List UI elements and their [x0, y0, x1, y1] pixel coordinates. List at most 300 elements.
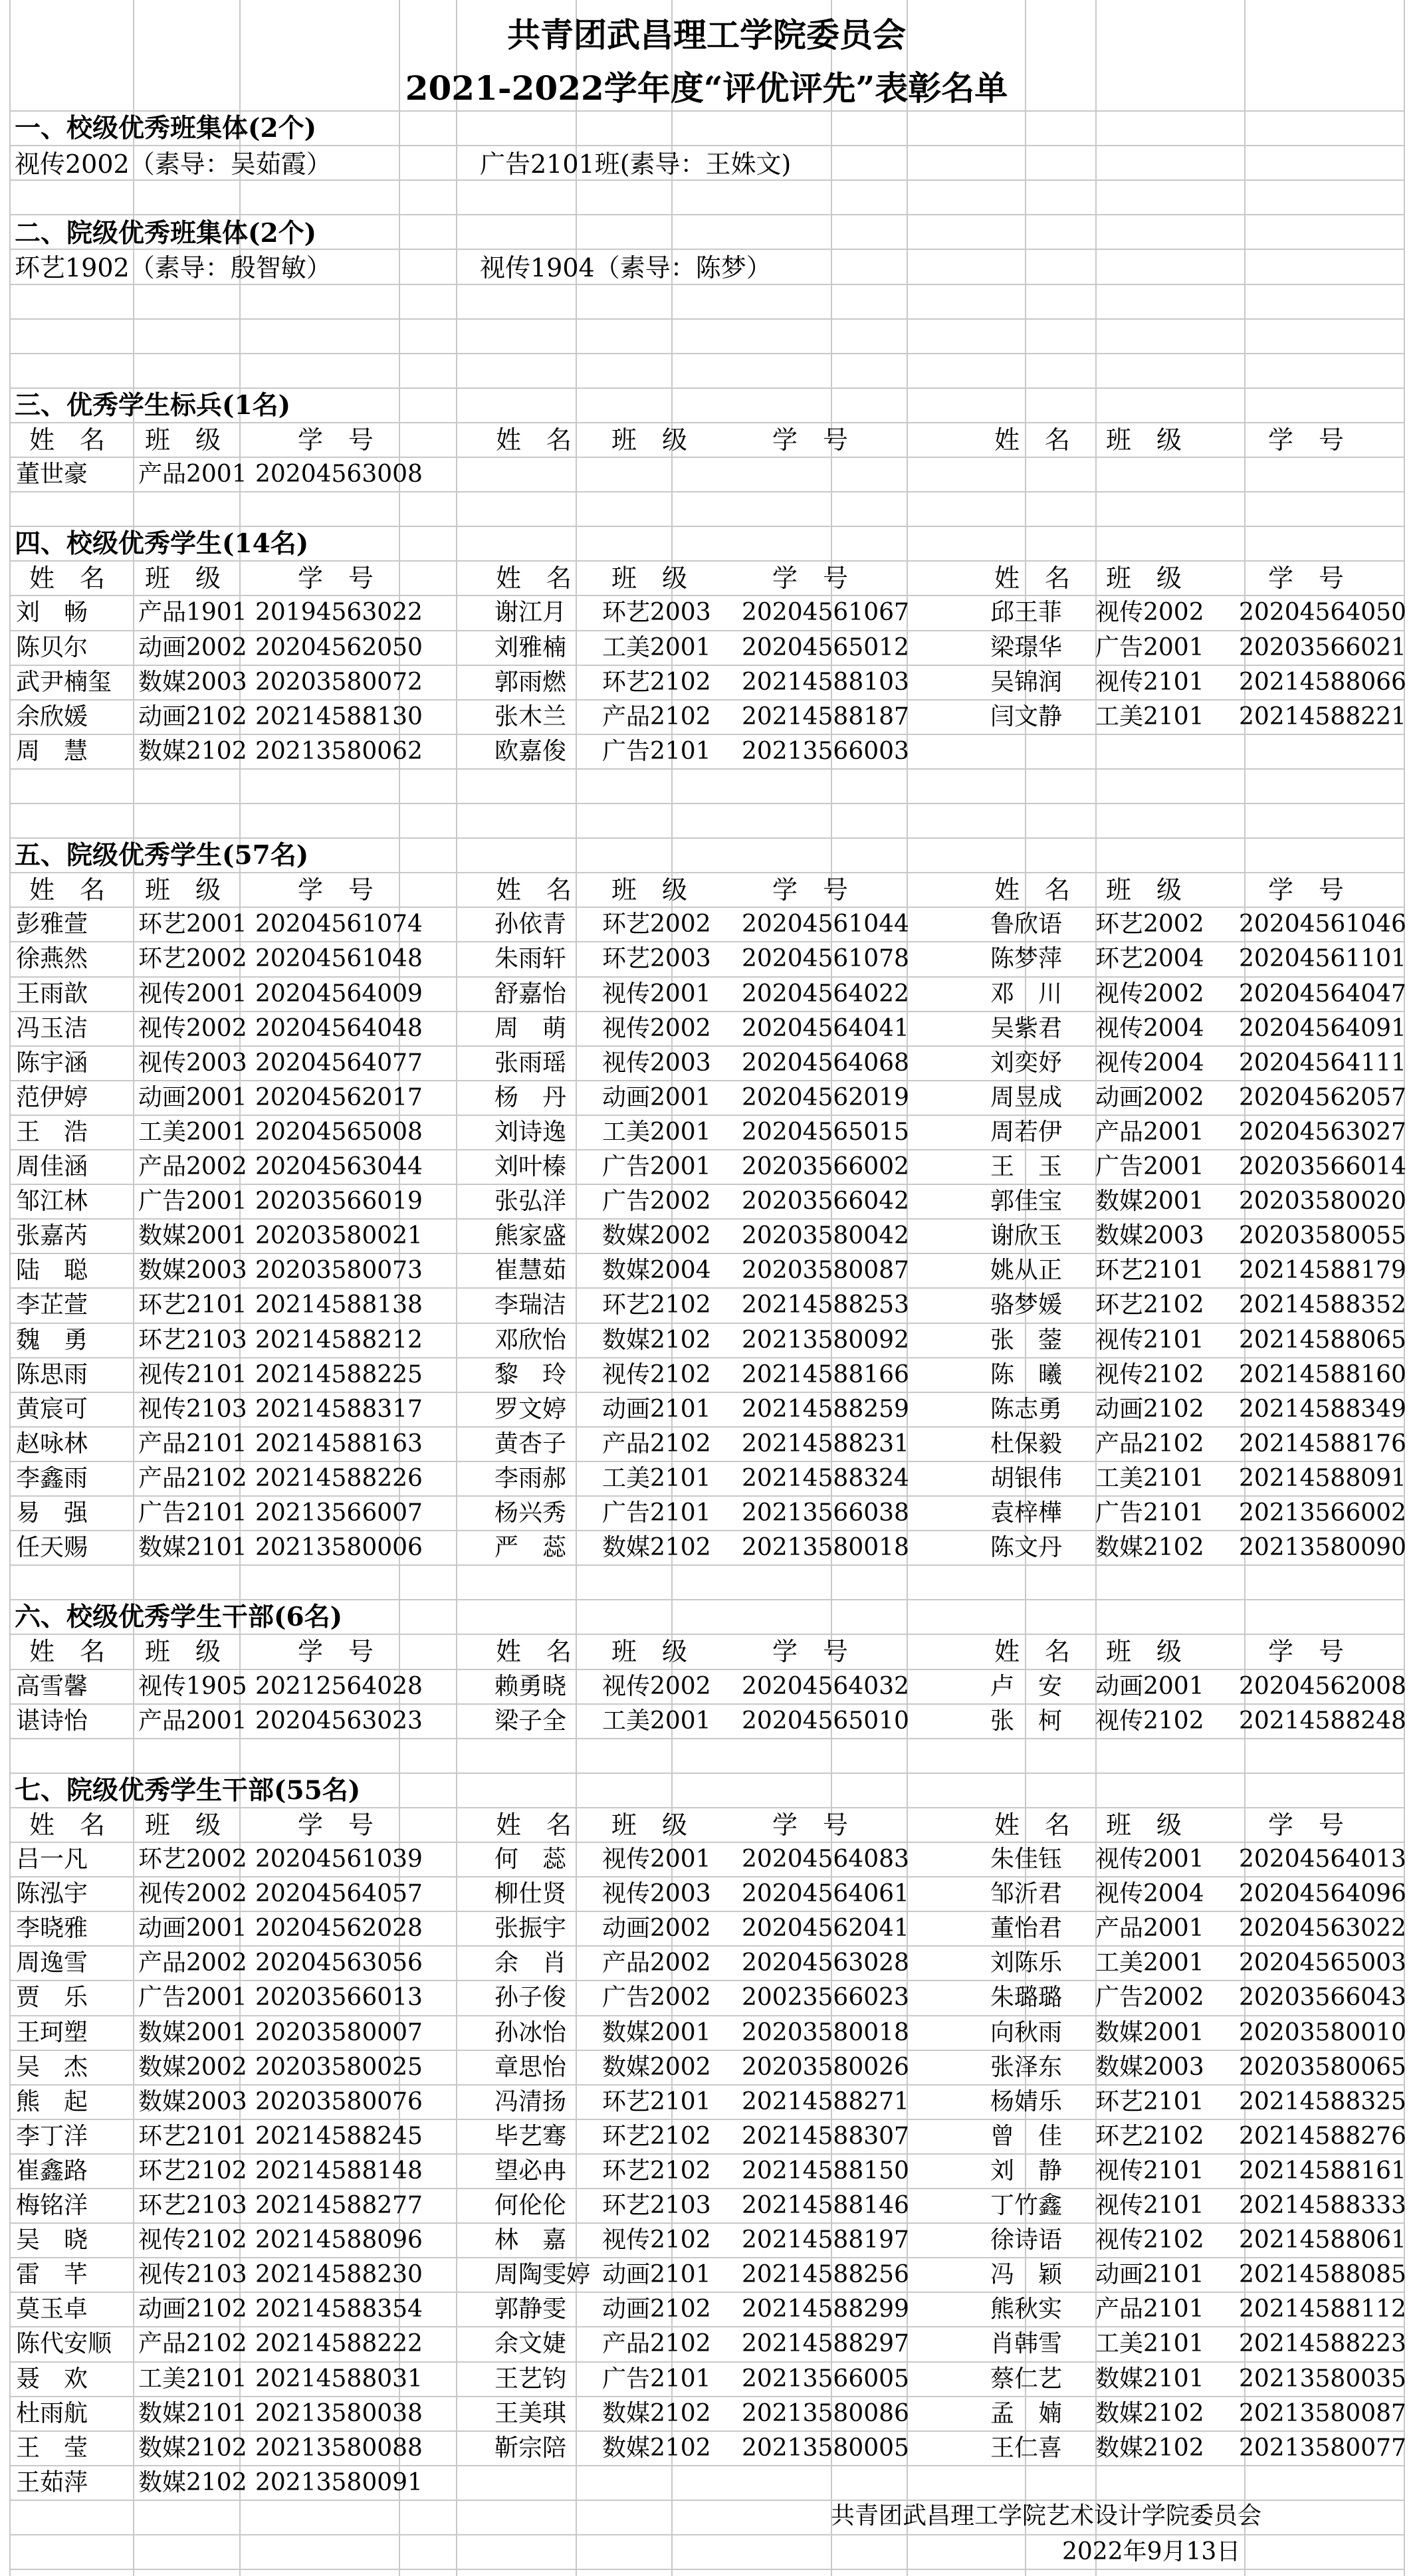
student-id: 20213566003: [742, 738, 909, 765]
student-class: 环艺2001: [138, 911, 247, 938]
student-name: 朱雨轩: [494, 945, 567, 972]
student-name: 孙冰怡: [494, 2019, 567, 2046]
student-id: 20203580055: [1239, 1222, 1406, 1249]
student-class: 产品2001: [1095, 1119, 1204, 1146]
grid-horizontal-line: [9, 2326, 1404, 2327]
grid-horizontal-line: [9, 1703, 1404, 1705]
grid-horizontal-line: [9, 145, 1404, 146]
student-name: 孙依青: [494, 911, 567, 938]
student-id: 20213566007: [255, 1499, 423, 1527]
student-id: 20203566013: [255, 1984, 423, 2011]
student-id: 20213580086: [742, 2400, 909, 2427]
column-header-class: 班 级: [611, 564, 688, 593]
student-id: 20204562008: [1239, 1673, 1406, 1700]
student-class: 产品2101: [1095, 2296, 1204, 2323]
student-class: 环艺2004: [1095, 945, 1204, 972]
student-class: 动画2002: [1095, 1084, 1204, 1111]
student-id: 20214588259: [742, 1396, 909, 1423]
student-name: 张嘉芮: [16, 1222, 88, 1249]
student-name: 赖勇晓: [494, 1673, 567, 1700]
student-id: 20203580076: [255, 2088, 423, 2115]
student-id: 20214588253: [742, 1291, 909, 1319]
student-id: 20204561046: [1239, 911, 1406, 938]
student-class: 广告2001: [1095, 634, 1204, 661]
student-id: 20214588160: [1239, 1361, 1406, 1388]
column-header-class: 班 级: [145, 564, 221, 593]
grid-horizontal-line: [9, 1772, 1404, 1774]
student-class: 动画2001: [138, 1084, 247, 1111]
student-id: 20214588179: [1239, 1257, 1406, 1284]
document-subtitle: 2021-2022学年度“评优评先”表彰名单: [405, 68, 1008, 108]
student-id: 20203580010: [1239, 2019, 1406, 2046]
grid-horizontal-line: [9, 1807, 1404, 1808]
student-id: 20214588352: [1239, 1291, 1406, 1319]
grid-horizontal-line: [9, 2534, 1404, 2535]
grid-horizontal-line: [9, 872, 1404, 873]
student-id: 20204565012: [742, 634, 909, 661]
student-id: 20214588031: [255, 2365, 423, 2393]
student-class: 广告2101: [602, 2365, 711, 2393]
column-header-name: 姓 名: [994, 564, 1071, 593]
student-id: 20214588066: [1239, 669, 1406, 696]
student-name: 朱佳钰: [990, 1846, 1063, 1873]
column-header-id: 学 号: [298, 875, 374, 905]
student-id: 20203580087: [742, 1257, 909, 1284]
column-header-name: 姓 名: [496, 1810, 572, 1840]
student-name: 高雪馨: [16, 1673, 88, 1700]
student-class: 视传2002: [138, 1880, 247, 1907]
student-class: 广告2101: [602, 738, 711, 765]
student-class: 视传2101: [1095, 2192, 1204, 2219]
student-name: 余文婕: [494, 2330, 567, 2357]
student-name: 王美琪: [494, 2400, 567, 2427]
student-id: 20203580026: [742, 2054, 909, 2081]
student-name: 武尹楠玺: [16, 669, 112, 696]
student-name: 杜保毅: [990, 1430, 1063, 1457]
student-id: 20203580007: [255, 2019, 423, 2046]
student-class: 环艺2102: [602, 1291, 711, 1319]
student-name: 王 玉: [990, 1153, 1063, 1180]
student-name: 曾 佳: [990, 2123, 1063, 2150]
student-id: 20214588061: [1239, 2226, 1406, 2254]
student-id: 20213580092: [742, 1327, 909, 1354]
student-id: 20214588256: [742, 2261, 909, 2288]
column-header-name: 姓 名: [29, 1810, 106, 1840]
student-class: 产品1901: [138, 599, 247, 626]
student-name: 任天赐: [16, 1534, 88, 1561]
column-header-id: 学 号: [298, 1637, 374, 1666]
grid-horizontal-line: [9, 422, 1404, 423]
student-id: 20204564047: [1239, 980, 1406, 1008]
student-class: 环艺2103: [138, 1327, 247, 1354]
student-id: 20204563023: [255, 1707, 423, 1735]
student-id: 20214588148: [255, 2157, 423, 2185]
student-id: 20204564009: [255, 980, 423, 1008]
student-id: 20214588212: [255, 1327, 423, 1354]
student-id: 20213580077: [1239, 2434, 1406, 2462]
grid-horizontal-line: [9, 1045, 1404, 1047]
student-name: 骆梦媛: [990, 1291, 1063, 1319]
student-name: 邓欣怡: [494, 1327, 567, 1354]
student-class: 动画2002: [138, 634, 247, 661]
student-name: 余欣媛: [16, 703, 88, 730]
section6-title: 六、校级优秀学生干部(6名): [15, 1602, 343, 1632]
student-name: 雷 芊: [16, 2261, 88, 2288]
student-class: 广告2001: [602, 1153, 711, 1180]
student-id: 20203580021: [255, 1222, 423, 1249]
student-class: 产品2001: [138, 1707, 247, 1735]
grid-horizontal-line: [9, 595, 1404, 596]
student-name: 周昱成: [990, 1084, 1063, 1111]
student-class: 视传2004: [1095, 1015, 1204, 1042]
student-class: 动画2102: [602, 2296, 711, 2323]
student-name: 熊秋实: [990, 2296, 1063, 2323]
student-id: 20214588187: [742, 703, 909, 730]
student-id: 20204564077: [255, 1049, 423, 1077]
column-header-id: 学 号: [772, 875, 849, 905]
grid-horizontal-line: [9, 110, 1404, 112]
student-name: 刘 畅: [16, 599, 88, 626]
student-class: 视传2101: [1095, 1327, 1204, 1354]
student-name: 余 肖: [494, 1949, 567, 1977]
student-name: 李丁洋: [16, 2123, 88, 2150]
grid-horizontal-line: [9, 1669, 1404, 1670]
class-entry: 环艺1902（素导：殷智敏）: [15, 253, 332, 282]
student-class: 工美2101: [602, 1465, 711, 1492]
student-name: 张雨瑶: [494, 1049, 567, 1077]
student-class: 工美2101: [1095, 1465, 1204, 1492]
column-header-class: 班 级: [145, 1810, 221, 1840]
student-id: 20203566002: [742, 1153, 909, 1180]
student-class: 环艺2102: [1095, 2123, 1204, 2150]
student-name: 魏 勇: [16, 1327, 88, 1354]
grid-horizontal-line: [9, 803, 1404, 804]
grid-horizontal-line: [9, 1426, 1404, 1428]
student-class: 环艺2002: [138, 945, 247, 972]
student-class: 数媒2003: [138, 669, 247, 696]
student-id: 20214588276: [1239, 2123, 1406, 2150]
grid-horizontal-line: [9, 179, 1404, 181]
grid-horizontal-line: [9, 1876, 1404, 1878]
student-name: 刘奕妤: [990, 1049, 1063, 1077]
student-class: 动画2101: [602, 1396, 711, 1423]
column-header-name: 姓 名: [496, 875, 572, 905]
column-header-id: 学 号: [298, 1810, 374, 1840]
student-id: 20214588091: [1239, 1465, 1406, 1492]
student-id: 20214588176: [1239, 1430, 1406, 1457]
student-id: 20214588103: [742, 669, 909, 696]
student-name: 吕一凡: [16, 1846, 88, 1873]
student-name: 章思怡: [494, 2054, 567, 2081]
student-id: 20203566014: [1239, 1153, 1406, 1180]
student-name: 肖韩雪: [990, 2330, 1063, 2357]
student-id: 20204563044: [255, 1153, 423, 1180]
student-name: 舒嘉怡: [494, 980, 567, 1008]
student-name: 聂 欢: [16, 2365, 88, 2393]
student-class: 产品2001: [1095, 1915, 1204, 1942]
class-entry: 视传2002（素导：吴茹霞）: [15, 150, 332, 179]
student-class: 广告2101: [138, 1499, 247, 1527]
student-id: 20213566005: [742, 2365, 909, 2393]
student-name: 刘诗逸: [494, 1119, 567, 1146]
grid-horizontal-line: [9, 1287, 1404, 1289]
student-class: 数媒2001: [602, 2019, 711, 2046]
student-id: 20204561078: [742, 945, 909, 972]
grid-horizontal-line: [9, 1184, 1404, 1185]
student-class: 动画2001: [602, 1084, 711, 1111]
student-class: 工美2101: [1095, 703, 1204, 730]
student-class: 工美2001: [602, 1707, 711, 1735]
student-id: 20204561048: [255, 945, 423, 972]
student-name: 陈梦萍: [990, 945, 1063, 972]
student-class: 环艺2002: [602, 911, 711, 938]
section4-title: 四、校级优秀学生(14名): [15, 528, 309, 559]
student-id: 20214588297: [742, 2330, 909, 2357]
student-name: 王 浩: [16, 1119, 88, 1146]
student-name: 李雨郝: [494, 1465, 567, 1492]
grid-horizontal-line: [9, 249, 1404, 250]
student-class: 视传2003: [602, 1049, 711, 1077]
student-class: 动画2102: [1095, 1396, 1204, 1423]
student-class: 视传2004: [1095, 1049, 1204, 1077]
student-name: 梁子全: [494, 1707, 567, 1735]
student-id: 20214588248: [1239, 1707, 1406, 1735]
student-name: 邹沂君: [990, 1880, 1063, 1907]
student-name: 梁璟华: [990, 634, 1063, 661]
student-name: 邓 川: [990, 980, 1063, 1008]
grid-horizontal-line: [9, 560, 1404, 562]
student-id: 20214588163: [255, 1430, 423, 1457]
student-class: 环艺2102: [138, 2157, 247, 2185]
student-name: 张木兰: [494, 703, 567, 730]
student-id: 20203580025: [255, 2054, 423, 2081]
grid-horizontal-line: [9, 1357, 1404, 1358]
student-id: 20204561101: [1239, 945, 1406, 972]
grid-horizontal-line: [9, 2500, 1404, 2501]
student-id: 20204564068: [742, 1049, 909, 1077]
student-name: 罗文婷: [494, 1396, 567, 1423]
student-class: 数媒2102: [602, 1534, 711, 1561]
column-header-id: 学 号: [1268, 425, 1345, 455]
student-class: 工美2001: [138, 1119, 247, 1146]
student-name: 李鑫雨: [16, 1465, 88, 1492]
column-header-id: 学 号: [1268, 1637, 1345, 1666]
student-id: 20213580062: [255, 738, 423, 765]
student-class: 数媒2102: [1095, 1534, 1204, 1561]
grid-horizontal-line: [9, 387, 1404, 389]
student-class: 产品2002: [138, 1949, 247, 1977]
student-name: 何 蕊: [494, 1846, 567, 1873]
grid-horizontal-line: [9, 734, 1404, 735]
document-title: 共青团武昌理工学院委员会: [507, 15, 906, 54]
student-name: 王雨歆: [16, 980, 88, 1008]
student-class: 工美2101: [138, 2365, 247, 2393]
student-class: 动画2101: [1095, 2261, 1204, 2288]
student-id: 20214588197: [742, 2226, 909, 2254]
grid-horizontal-line: [9, 1323, 1404, 1324]
student-class: 视传2102: [1095, 1361, 1204, 1388]
student-id: 20204562057: [1239, 1084, 1406, 1111]
grid-horizontal-line: [9, 1945, 1404, 1947]
student-name: 王茹萍: [16, 2469, 88, 2496]
grid-horizontal-line: [9, 2084, 1404, 2086]
student-name: 王珂塑: [16, 2019, 88, 2046]
student-id: 20204562028: [255, 1915, 423, 1942]
student-class: 动画2002: [602, 1915, 711, 1942]
student-class: 数媒2002: [602, 2054, 711, 2081]
student-class: 视传2002: [138, 1015, 247, 1042]
student-class: 数媒2001: [1095, 1188, 1204, 1215]
student-class: 动画2102: [138, 703, 247, 730]
student-class: 工美2001: [602, 634, 711, 661]
grid-horizontal-line: [9, 2050, 1404, 2051]
student-name: 陈思雨: [16, 1361, 88, 1388]
student-class: 产品2001: [138, 461, 247, 488]
student-id: 20214588065: [1239, 1327, 1406, 1354]
student-class: 数媒2102: [1095, 2400, 1204, 2427]
student-name: 朱璐璐: [990, 1984, 1063, 2011]
student-name: 欧嘉俊: [494, 738, 567, 765]
student-class: 视传2102: [602, 1361, 711, 1388]
grid-horizontal-line: [9, 2188, 1404, 2189]
student-name: 陈宇涵: [16, 1049, 88, 1077]
student-class: 环艺2002: [1095, 911, 1204, 938]
student-id: 20204563028: [742, 1949, 909, 1977]
student-id: 20203580073: [255, 1257, 423, 1284]
student-class: 数媒2002: [138, 2054, 247, 2081]
grid-horizontal-line: [9, 976, 1404, 978]
student-class: 环艺2101: [602, 2088, 711, 2115]
student-name: 杨 丹: [494, 1084, 567, 1111]
student-id: 20214588223: [1239, 2330, 1406, 2357]
column-header-id: 学 号: [298, 564, 374, 593]
class-entry: 广告2101班(素导：王姝文): [480, 150, 792, 179]
column-header-id: 学 号: [1268, 1810, 1345, 1840]
grid-horizontal-line: [9, 214, 1404, 215]
student-id: 20204564022: [742, 980, 909, 1008]
section5-title: 五、院级优秀学生(57名): [15, 840, 309, 871]
student-name: 吴 杰: [16, 2054, 88, 2081]
column-header-name: 姓 名: [496, 425, 572, 455]
student-name: 严 蕊: [494, 1534, 567, 1561]
student-class: 数媒2004: [602, 1257, 711, 1284]
student-name: 陆 聪: [16, 1257, 88, 1284]
student-id: 20213580005: [742, 2434, 909, 2462]
student-name: 陈泓宇: [16, 1880, 88, 1907]
student-class: 工美2001: [1095, 1949, 1204, 1977]
student-id: 20204563056: [255, 1949, 423, 1977]
column-header-class: 班 级: [145, 1637, 221, 1666]
student-name: 梅铭洋: [16, 2192, 88, 2219]
column-header-id: 学 号: [772, 425, 849, 455]
student-class: 环艺2101: [138, 1291, 247, 1319]
student-class: 环艺2002: [138, 1846, 247, 1873]
footer-organization: 共青团武昌理工学院艺术设计学院委员会: [831, 2502, 1262, 2529]
student-class: 产品2002: [138, 1153, 247, 1180]
grid-horizontal-line: [9, 768, 1404, 770]
column-header-class: 班 级: [1106, 1810, 1182, 1840]
column-header-class: 班 级: [145, 425, 221, 455]
student-class: 工美2101: [1095, 2330, 1204, 2357]
student-id: 20213566002: [1239, 1499, 1406, 1527]
student-id: 20023566023: [742, 1984, 909, 2011]
student-id: 20214588277: [255, 2192, 423, 2219]
grid-horizontal-line: [9, 2465, 1404, 2466]
student-id: 20214588166: [742, 1361, 909, 1388]
student-class: 数媒2101: [138, 2400, 247, 2427]
student-id: 20204564096: [1239, 1880, 1406, 1907]
student-name: 贾 乐: [16, 1984, 88, 2011]
column-header-id: 学 号: [772, 1637, 849, 1666]
grid-horizontal-line: [9, 699, 1404, 700]
student-name: 谌诗怡: [16, 1707, 88, 1735]
student-class: 环艺2101: [1095, 2088, 1204, 2115]
student-id: 20214588271: [742, 2088, 909, 2115]
student-id: 20204562041: [742, 1915, 909, 1942]
student-class: 视传2101: [1095, 669, 1204, 696]
student-id: 20213580038: [255, 2400, 423, 2427]
student-class: 广告2101: [602, 1499, 711, 1527]
student-class: 视传2002: [1095, 599, 1204, 626]
student-name: 李芷萱: [16, 1291, 88, 1319]
student-class: 数媒2102: [602, 2434, 711, 2462]
student-id: 20214588245: [255, 2123, 423, 2150]
student-id: 20214588324: [742, 1465, 909, 1492]
student-class: 视传2001: [1095, 1846, 1204, 1873]
student-id: 20214588161: [1239, 2157, 1406, 2185]
student-name: 刘陈乐: [990, 1949, 1063, 1977]
student-id: 20214588231: [742, 1430, 909, 1457]
student-id: 20212564028: [255, 1673, 423, 1700]
student-id: 20214588307: [742, 2123, 909, 2150]
student-class: 广告2002: [602, 1188, 711, 1215]
column-header-name: 姓 名: [29, 564, 106, 593]
section3-title: 三、优秀学生标兵(1名): [15, 390, 291, 421]
student-class: 视传2101: [138, 1361, 247, 1388]
student-class: 广告2001: [138, 1984, 247, 2011]
column-header-id: 学 号: [298, 425, 374, 455]
student-id: 20203566043: [1239, 1984, 1406, 2011]
student-name: 蔡仁艺: [990, 2365, 1063, 2393]
student-id: 20214588221: [1239, 703, 1406, 730]
student-class: 数媒2001: [138, 1222, 247, 1249]
student-class: 数媒2102: [138, 738, 247, 765]
student-name: 林 嘉: [494, 2226, 567, 2254]
student-id: 20214588130: [255, 703, 423, 730]
student-name: 吴紫君: [990, 1015, 1063, 1042]
student-id: 20214588138: [255, 1291, 423, 1319]
student-id: 20204564057: [255, 1880, 423, 1907]
student-class: 数媒2102: [602, 2400, 711, 2427]
student-class: 视传2002: [602, 1673, 711, 1700]
student-name: 杜雨航: [16, 2400, 88, 2427]
student-name: 陈 曦: [990, 1361, 1063, 1388]
grid-horizontal-line: [9, 1599, 1404, 1600]
grid-horizontal-line: [9, 1738, 1404, 1739]
student-class: 产品2102: [602, 1430, 711, 1457]
student-id: 20203580042: [742, 1222, 909, 1249]
student-name: 张 柯: [990, 1707, 1063, 1735]
student-class: 环艺2102: [602, 2157, 711, 2185]
student-class: 环艺2102: [602, 2123, 711, 2150]
student-id: 20214588333: [1239, 2192, 1406, 2219]
student-name: 崔慧茹: [494, 1257, 567, 1284]
student-name: 易 强: [16, 1499, 88, 1527]
student-name: 徐诗语: [990, 2226, 1063, 2254]
student-name: 杨兴秀: [494, 1499, 567, 1527]
student-id: 20213580087: [1239, 2400, 1406, 2427]
column-header-id: 学 号: [1268, 875, 1345, 905]
